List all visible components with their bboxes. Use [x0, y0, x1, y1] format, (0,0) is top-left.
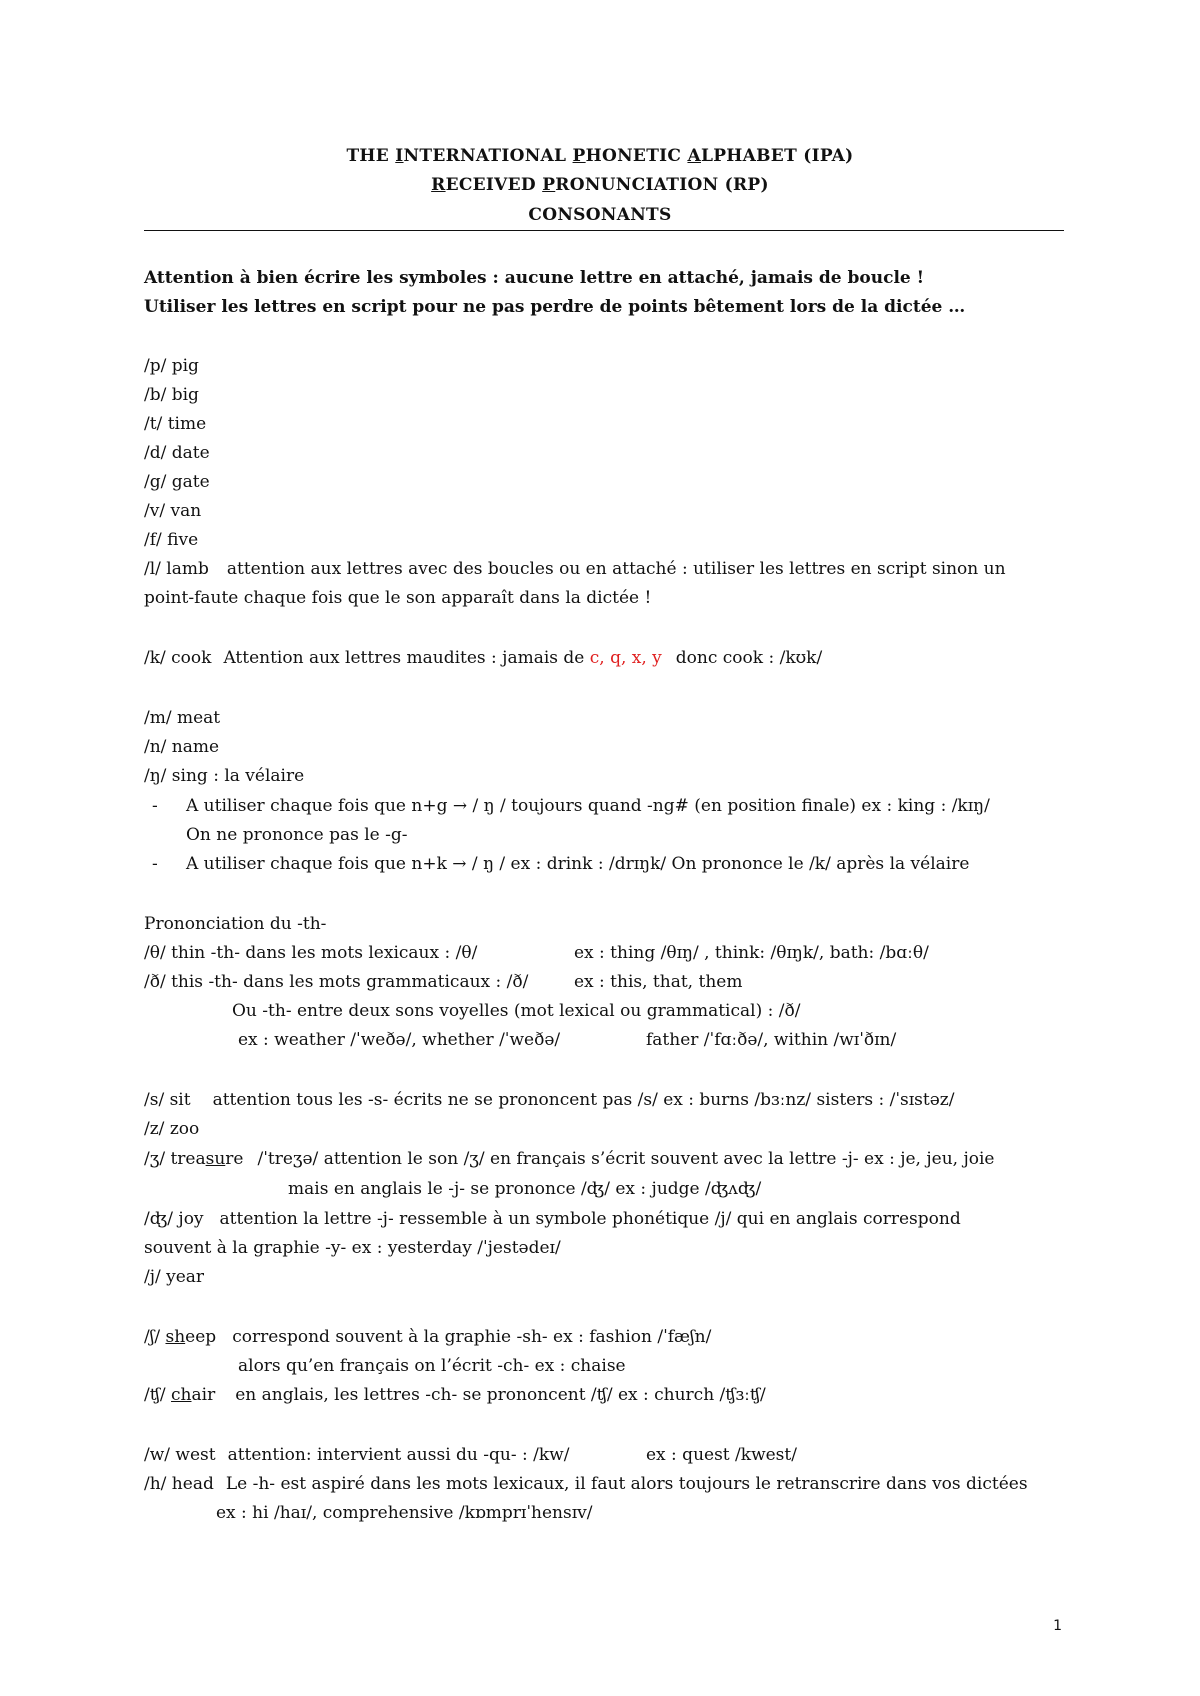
s-entry: /s/ sit attention tous les -s- écrits ne se prononcent pas /s/ ex : burns /bɜːnz/ sisters : /ˈsɪstəz/: [144, 1090, 955, 1110]
list-item: /g/ gate: [144, 472, 210, 492]
l-entry-continuation: point-faute chaque fois que le son apparaît dans la dictée !: [144, 588, 652, 608]
sh-entry-continuation: alors qu’en français on l’écrit -ch- ex : chaise: [238, 1356, 626, 1376]
zh-entry-continuation: mais en anglais le -j- se prononce /ʤ/ ex : judge /ʤʌʤ/: [288, 1179, 762, 1199]
th-eth-note: Ou -th- entre deux sons voyelles (mot lexical ou grammatical) : /ð/: [232, 1001, 801, 1021]
list-item: /b/ big: [144, 385, 199, 405]
velar-bullet-1: A utiliser chaque fois que n+g → / ŋ / toujours quand -ng# (en position finale) ex : king : /kɪŋ/: [186, 796, 990, 816]
th-eth-rule: /ð/ this -th- dans les mots grammaticaux : /ð/: [144, 972, 529, 992]
arrow-icon: →: [452, 796, 468, 816]
list-item: /z/ zoo: [144, 1119, 200, 1139]
page-title-line-2: RECEIVED PRONUNCIATION (RP): [431, 175, 769, 195]
list-item: /v/ van: [144, 501, 202, 521]
dj-entry: /ʤ/ joy attention la lettre -j- ressemble à un symbole phonétique /j/ qui en anglais correspond: [144, 1209, 961, 1229]
intro-line-1: Attention à bien écrire les symboles : aucune lettre en attaché, jamais de boucle !: [144, 268, 925, 288]
k-entry: /k/ cook Attention aux lettres maudites : jamais de c, q, x, y donc cook : /kʊk/: [144, 648, 823, 668]
th-heading: Prononciation du -th-: [144, 914, 327, 934]
list-item: /f/ five: [144, 530, 199, 550]
th-eth-examples-2: ex : weather /ˈweðə/, whether /ˈweðə/: [238, 1030, 561, 1050]
th-theta-rule: /θ/ thin -th- dans les mots lexicaux : /θ/: [144, 943, 478, 963]
th-theta-examples: ex : thing /θɪŋ/ , think: /θɪŋk/, bath: /bɑːθ/: [574, 943, 929, 963]
bullet-dash: -: [152, 796, 158, 816]
velar-bullet-1-continuation: On ne prononce pas le -g-: [186, 825, 408, 845]
zh-entry: /ʒ/ treasure /ˈtreʒə/ attention le son /ʒ/ en français s’écrit souvent avec la lettre -j- ex : je, jeu, joie: [144, 1149, 995, 1169]
bullet-dash: -: [152, 854, 158, 874]
velar-bullet-2: A utiliser chaque fois que n+k → / ŋ / ex : drink : /drɪŋk/ On prononce le /k/ après la vélaire: [186, 854, 970, 874]
page-number: 1: [1053, 1618, 1062, 1634]
intro-line-2: Utiliser les lettres en script pour ne pas perdre de points bêtement lors de la dictée …: [144, 297, 966, 317]
list-item: /t/ time: [144, 414, 207, 434]
l-entry: /l/ lamb attention aux lettres avec des boucles ou en attaché : utiliser les lettres en script sinon un: [144, 559, 1006, 579]
w-entry-example: ex : quest /kwest/: [646, 1445, 797, 1465]
list-item: /ŋ/ sing : la vélaire: [144, 766, 305, 786]
page-subtitle: CONSONANTS: [528, 205, 672, 225]
list-item: /d/ date: [144, 443, 210, 463]
list-item: /n/ name: [144, 737, 220, 757]
ch-entry: /ʧ/ chair en anglais, les lettres -ch- se prononcent /ʧ/ ex : church /ʧɜːʧ/: [144, 1385, 766, 1405]
dj-entry-continuation: souvent à la graphie -y- ex : yesterday /ˈjestədeɪ/: [144, 1238, 561, 1258]
th-eth-examples-3: father /ˈfɑːðə/, within /wɪˈðɪn/: [646, 1030, 897, 1050]
w-entry: /w/ west attention: intervient aussi du -qu- : /kw/: [144, 1445, 570, 1465]
h-entry-continuation: ex : hi /haɪ/, comprehensive /kɒmprɪˈhensɪv/: [216, 1503, 593, 1523]
sh-entry: /ʃ/ sheep correspond souvent à la graphie -sh- ex : fashion /ˈfæʃn/: [144, 1327, 712, 1347]
page-title: THE INTERNATIONAL PHONETIC ALPHABET (IPA): [346, 146, 854, 166]
h-entry: /h/ head Le -h- est aspiré dans les mots lexicaux, il faut alors toujours le retranscrire dans vos dictées: [144, 1474, 1028, 1494]
th-eth-examples: ex : this, that, them: [574, 972, 743, 992]
list-item: /j/ year: [144, 1267, 205, 1287]
list-item: /p/ pig: [144, 356, 199, 376]
forbidden-letters: c, q, x, y: [589, 648, 662, 668]
list-item: /m/ meat: [144, 708, 221, 728]
title-divider: [144, 230, 1064, 231]
arrow-icon: →: [452, 854, 467, 874]
